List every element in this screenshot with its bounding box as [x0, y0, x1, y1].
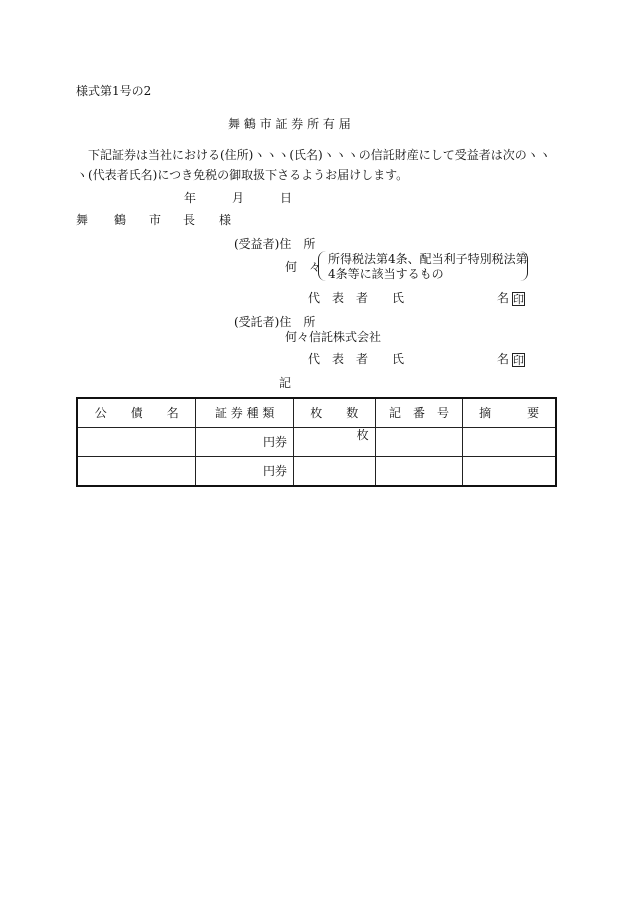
securities-table — [76, 397, 557, 487]
table-header-row — [77, 398, 556, 428]
header-bond-name: 公 債 名 — [77, 398, 196, 428]
beneficiary-name-label: 何 々 — [285, 260, 322, 274]
trustee-company: 何々信託株式会社 — [285, 330, 382, 344]
document-title: 舞 鶴 市 証 券 所 有 届 — [228, 117, 351, 131]
seal-mark: 印 — [513, 292, 525, 306]
security-type-cell[interactable] — [196, 457, 293, 487]
addressee-char: 市 — [149, 213, 162, 227]
body-text-line-1: 下記証券は当社における(住所)ヽヽヽ(氏名)ヽヽヽの信託財産にして受益者は次のヽヽ — [88, 148, 551, 162]
beneficiary-note-line-2: 4条等に該当するもの — [328, 267, 444, 281]
header-security-type: 証 券 種 類 — [196, 398, 293, 428]
table-row — [77, 428, 556, 457]
beneficiary-note-line-1: 所得税法第4条、配当利子特別税法第 — [328, 252, 528, 266]
trustee-representative-label: 代 表 者 氏 — [308, 352, 405, 366]
count-cell[interactable] — [293, 428, 375, 457]
date-year: 年 — [184, 191, 197, 205]
serial-number-cell[interactable] — [375, 428, 463, 457]
trustee-name-field — [497, 352, 525, 367]
body-text-line-2: ヽ(代表者氏名)につき免税の御取扱下さるようお届けします。 — [76, 168, 409, 182]
mei-label: 名 — [497, 352, 510, 366]
ki-label: 記 — [279, 376, 292, 390]
remarks-cell[interactable] — [463, 457, 556, 487]
beneficiary-name-field — [497, 291, 525, 306]
count-unit-label: 枚 — [356, 428, 369, 442]
yen-note-label: 円券 — [262, 435, 287, 449]
addressee-char: 様 — [219, 213, 232, 227]
bond-name-cell[interactable] — [77, 428, 196, 457]
addressee-char: 舞 — [76, 213, 89, 227]
remarks-cell[interactable] — [463, 428, 556, 457]
date-day: 日 — [280, 191, 293, 205]
form-number: 様式第1号の2 — [76, 84, 152, 98]
count-cell[interactable] — [293, 457, 375, 487]
security-type-cell[interactable] — [196, 428, 293, 457]
yen-note-label: 円券 — [262, 464, 287, 478]
seal-mark: 印 — [513, 353, 525, 367]
header-serial-number: 記 番 号 — [375, 398, 463, 428]
addressee-char: 長 — [183, 213, 196, 227]
beneficiary-representative-label: 代 表 者 氏 — [308, 291, 405, 305]
date-month: 月 — [232, 191, 245, 205]
table-row — [77, 457, 556, 487]
header-count: 枚 数 — [293, 398, 375, 428]
beneficiary-address-label: (受益者)住 所 — [234, 237, 316, 251]
bond-name-cell[interactable] — [77, 457, 196, 487]
header-remarks: 摘 要 — [463, 398, 556, 428]
serial-number-cell[interactable] — [375, 457, 463, 487]
addressee-char: 鶴 — [114, 213, 127, 227]
mei-label: 名 — [497, 291, 510, 305]
trustee-address-label: (受託者)住 所 — [234, 315, 316, 329]
